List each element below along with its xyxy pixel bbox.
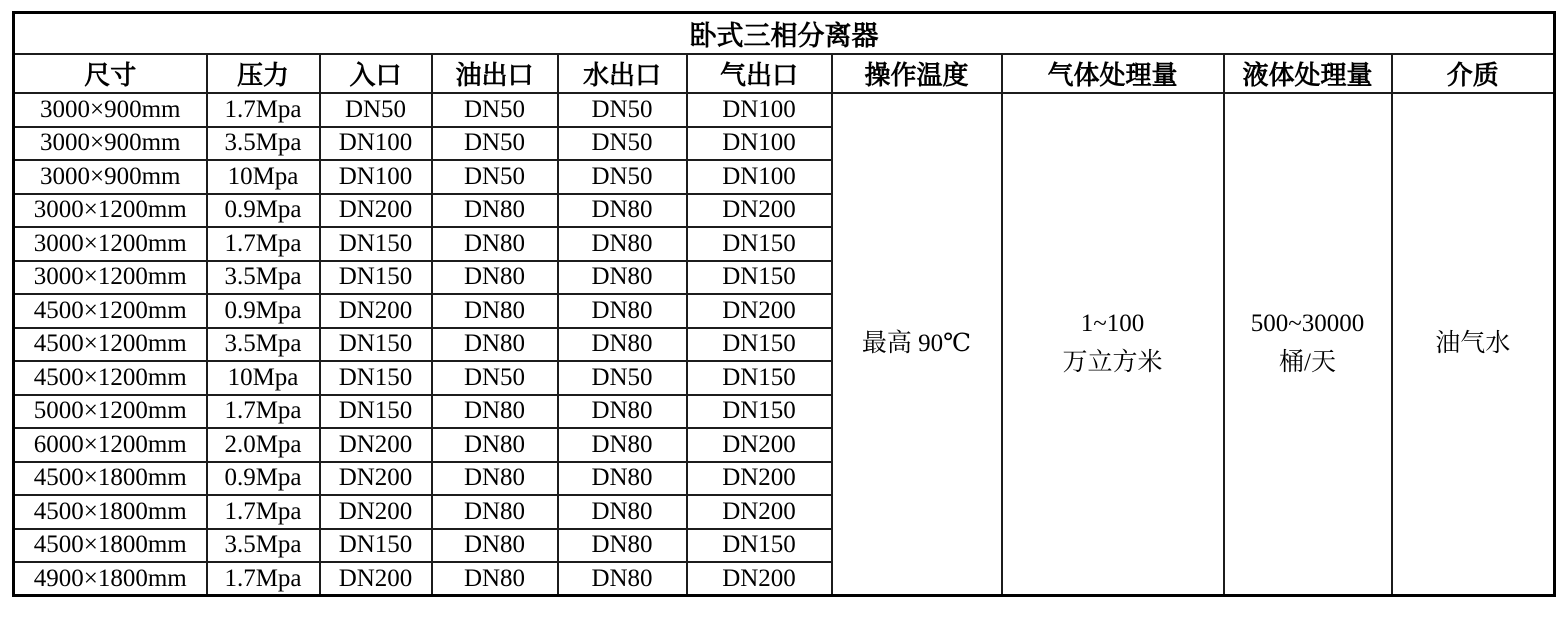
table-cell: DN200 [320, 462, 432, 496]
table-cell: DN80 [558, 294, 687, 328]
table-cell: DN50 [558, 160, 687, 194]
table-cell: DN200 [320, 495, 432, 529]
table-cell: DN100 [320, 127, 432, 161]
table-cell: DN200 [320, 294, 432, 328]
table-cell: DN200 [687, 495, 832, 529]
table-cell: DN50 [432, 127, 558, 161]
table-cell: DN80 [432, 395, 558, 429]
table-cell: DN80 [558, 194, 687, 228]
table-cell: DN50 [432, 160, 558, 194]
table-cell: 1.7Mpa [207, 227, 320, 261]
table-cell: 3000×900mm [14, 127, 207, 161]
table-cell: DN200 [687, 428, 832, 462]
table-cell: 3000×1200mm [14, 194, 207, 228]
table-cell: DN100 [687, 160, 832, 194]
table-cell: 10Mpa [207, 361, 320, 395]
table-cell: DN100 [320, 160, 432, 194]
table-cell: DN200 [320, 562, 432, 596]
table-cell: DN200 [320, 428, 432, 462]
table-cell: 3.5Mpa [207, 261, 320, 295]
table-row [14, 93, 1555, 127]
table-cell: 3000×900mm [14, 160, 207, 194]
table-cell: DN50 [558, 93, 687, 127]
table-cell: 3000×1200mm [14, 261, 207, 295]
table-cell: DN150 [687, 529, 832, 563]
table-cell: DN80 [432, 495, 558, 529]
table-cell: DN100 [687, 93, 832, 127]
column-header: 压力 [207, 54, 320, 93]
table-cell: 2.0Mpa [207, 428, 320, 462]
table-cell: DN50 [432, 361, 558, 395]
table-cell: DN80 [432, 227, 558, 261]
table-cell: 0.9Mpa [207, 294, 320, 328]
table-cell: 10Mpa [207, 160, 320, 194]
table-cell: 3000×1200mm [14, 227, 207, 261]
table-cell: 4500×1800mm [14, 495, 207, 529]
table-cell: 1.7Mpa [207, 93, 320, 127]
column-header: 尺寸 [14, 54, 207, 93]
liquid-capacity-cell [1224, 93, 1392, 596]
table-cell: DN200 [687, 194, 832, 228]
table-cell: DN50 [558, 127, 687, 161]
table-cell: DN80 [432, 261, 558, 295]
table-cell: DN200 [687, 294, 832, 328]
column-header: 液体处理量 [1224, 54, 1392, 93]
table-cell: DN150 [687, 395, 832, 429]
gas-capacity-cell [1002, 93, 1224, 596]
table-cell: 0.9Mpa [207, 194, 320, 228]
table-cell: DN80 [558, 462, 687, 496]
title-row [14, 13, 1555, 55]
table-cell: 3.5Mpa [207, 127, 320, 161]
table-cell: 6000×1200mm [14, 428, 207, 462]
table-cell: DN150 [687, 328, 832, 362]
table-cell: DN80 [558, 328, 687, 362]
merged-cell-line: 1~100 [1080, 310, 1145, 338]
table-cell: DN150 [320, 395, 432, 429]
table-cell: DN80 [558, 562, 687, 596]
table-cell: DN80 [432, 529, 558, 563]
table-cell: DN80 [432, 328, 558, 362]
table-body [14, 93, 1555, 596]
merged-cell-line: 最高 90℃ [861, 329, 972, 357]
table-cell: DN80 [432, 294, 558, 328]
table-cell: DN80 [558, 261, 687, 295]
table-cell: 4500×1200mm [14, 361, 207, 395]
table-cell: DN150 [320, 529, 432, 563]
column-header: 介质 [1392, 54, 1555, 93]
table-cell: DN200 [687, 562, 832, 596]
table-cell: DN80 [558, 395, 687, 429]
merged-cell-line: 万立方米 [1062, 349, 1163, 376]
column-header: 入口 [320, 54, 432, 93]
table-cell: 4500×1800mm [14, 529, 207, 563]
table-cell: 4500×1200mm [14, 294, 207, 328]
column-header: 气出口 [687, 54, 832, 93]
table-cell: DN50 [432, 93, 558, 127]
table-cell: 3.5Mpa [207, 529, 320, 563]
table-cell: DN100 [687, 127, 832, 161]
table-cell: DN150 [320, 227, 432, 261]
medium-cell [1392, 93, 1555, 596]
table-cell: 1.7Mpa [207, 395, 320, 429]
merged-cell-line: 500~30000 [1250, 310, 1365, 338]
table-cell: DN80 [432, 462, 558, 496]
operating-temperature-cell [832, 93, 1002, 596]
table-cell: DN80 [432, 428, 558, 462]
table-cell: DN80 [558, 529, 687, 563]
table-cell: DN150 [687, 261, 832, 295]
table-cell: DN50 [320, 93, 432, 127]
table-cell: DN80 [432, 562, 558, 596]
column-header: 操作温度 [832, 54, 1002, 93]
table-cell: DN80 [558, 495, 687, 529]
table-cell: 4900×1800mm [14, 562, 207, 596]
merged-cell-line: 油气水 [1435, 329, 1511, 357]
table-cell: 3000×900mm [14, 93, 207, 127]
column-header: 水出口 [558, 54, 687, 93]
table-cell: DN150 [320, 328, 432, 362]
table-cell: 5000×1200mm [14, 395, 207, 429]
table-cell: DN150 [687, 361, 832, 395]
column-header: 气体处理量 [1002, 54, 1224, 93]
table-cell: DN150 [320, 361, 432, 395]
table-cell: 1.7Mpa [207, 495, 320, 529]
table-cell: 0.9Mpa [207, 462, 320, 496]
table-cell: 4500×1200mm [14, 328, 207, 362]
table-cell: DN50 [558, 361, 687, 395]
table-title: 卧式三相分离器 [14, 13, 1555, 55]
table-cell: 3.5Mpa [207, 328, 320, 362]
table-cell: DN200 [687, 462, 832, 496]
separator-spec-table [12, 11, 1556, 597]
table-cell: DN80 [558, 227, 687, 261]
table-cell: 1.7Mpa [207, 562, 320, 596]
table-cell: DN150 [320, 261, 432, 295]
table-cell: DN80 [558, 428, 687, 462]
header-row [14, 54, 1555, 93]
table-cell: 4500×1800mm [14, 462, 207, 496]
merged-cell-line: 桶/天 [1279, 349, 1336, 376]
column-header: 油出口 [432, 54, 558, 93]
table-cell: DN200 [320, 194, 432, 228]
table-cell: DN150 [687, 227, 832, 261]
table-cell: DN80 [432, 194, 558, 228]
